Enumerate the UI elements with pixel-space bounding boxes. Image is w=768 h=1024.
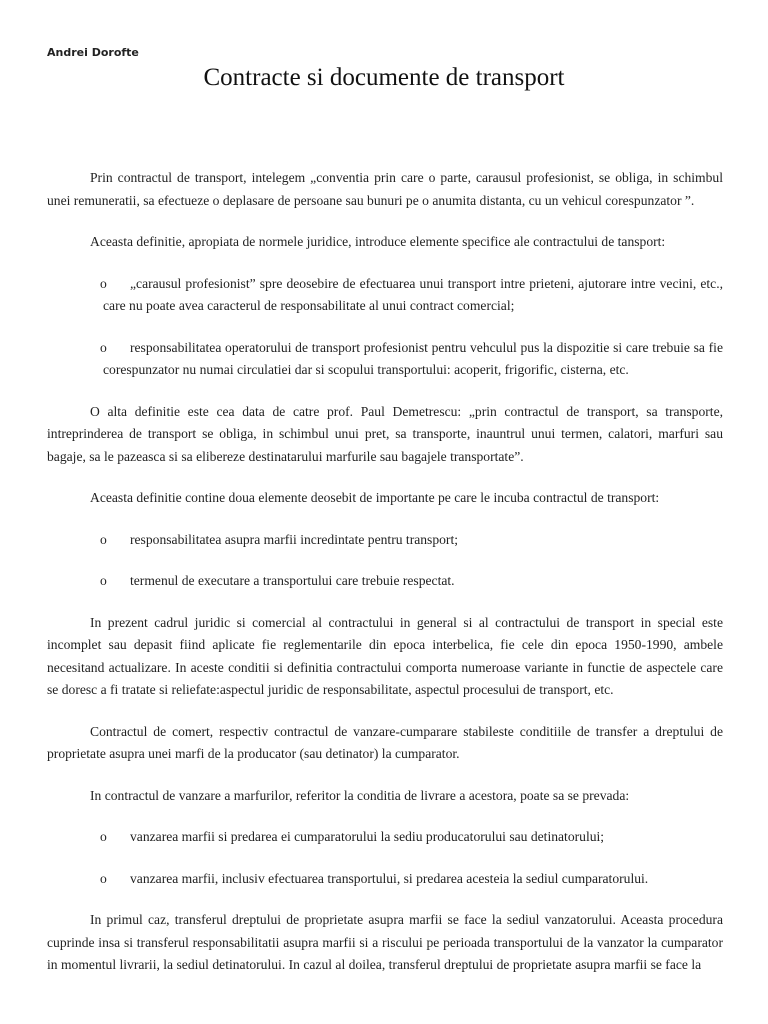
list-item-text: vanzarea marfii si predarea ei cumparatorului la sediu producatorului sau detinatorului; (130, 829, 605, 844)
list-item (47, 570, 723, 593)
bullet-marker: o (100, 531, 107, 547)
bullet-marker: o (100, 829, 107, 844)
paragraph: Prin contractul de transport, intelegem „conventia prin care o parte, carausul profesionist, se obliga, in schimbul unei remuneratii, sa efectueze o deplasare de persoane sau bunuri pe o anumita distanta, cu un vehicul corespunzator ”. (47, 170, 723, 208)
list-item (47, 337, 723, 382)
document-body (47, 167, 723, 996)
bullet-marker: o (100, 573, 107, 588)
paragraph: Contractul de comert, respectiv contractul de vanzare-cumparare stabileste conditiile de transfer a dreptului de proprietate asupra unei marfi de la producator (sau detinator) la cumparator. (47, 723, 723, 761)
paragraph: O alta definitie este cea data de catre prof. Paul Demetrescu: „prin contractul de transport, sa transporte, intreprinderea de transport se obliga, in schimbul unui pret, sa transporte, inauntrul unui termen, calatori, marfuri sau bagaje, sa le pazeasca si sa elibereze destinatarului marfurile sau bagajele transportate”. (47, 403, 723, 464)
bullet-marker: o (100, 339, 107, 355)
list-item (47, 826, 723, 849)
list-item (47, 529, 723, 552)
bullet-marker: o (100, 275, 107, 291)
paragraph: Aceasta definitie contine doua elemente deosebit de importante pe care le incuba contractul de transport: (90, 490, 660, 505)
bullet-marker: o (100, 870, 107, 886)
paragraph: In primul caz, transferul dreptului de proprietate asupra marfii se face la sediul vanzatorului. Aceasta procedura cuprinde insa si transferul responsabilitatii asupra marfii si a riscului pe perioada transportului de la vanzator la cumparator in momentul livrarii, la sediul detinatorului. In cazul al doilea, transferul dreptului de proprietate asupra marfii se face la (47, 912, 723, 972)
list-item-text: termenul de executare a transportului care trebuie respectat. (130, 573, 455, 588)
paragraph: In prezent cadrul juridic si comercial al contractului in general si al contractului de transport in special este incomplet sau depasit fiind aplicate fie reglementarile din epoca interbelica, fie cele din epoca 1950-1990, ambele necesitand actualizare. In aceste conditii si definitia contractului comporta numeroase variante in functie de aspectele care se doresc a fi tratate si reliefate:aspectul juridic de responsabilitate, aspectul procesului de transport, etc. (47, 614, 723, 697)
list-item (47, 273, 723, 318)
list-item-text: responsabilitatea asupra marfii incredintate pentru transport; (130, 531, 459, 547)
list-item-text: responsabilitatea operatorului de transport profesionist pentru vehculul pus la dispozitie si care trebuie sa fie corespunzator nu numai circulatiei dar si scopului transportului: acoperit, frigorific, cisterna, etc. (103, 339, 723, 377)
paragraph: In contractul de vanzare a marfurilor, referitor la conditia de livrare a acestora, poate sa se prevada: (90, 787, 630, 803)
paragraph: Aceasta definitie, apropiata de normele juridice, introduce elemente specifice ale contractului de tansport: (90, 234, 666, 249)
list-item-text: vanzarea marfii, inclusiv efectuarea transportului, si predarea acesteia la sediul cumparatorului. (130, 870, 649, 886)
list-item (47, 868, 723, 891)
list-item-text: „carausul profesionist” spre deosebire de efectuarea unui transport intre prieteni, ajutorare intre vecini, etc., care nu poate avea caracterul de responsabilitate al unui contract comercial; (103, 275, 723, 313)
author-name: Andrei Dorofte (47, 46, 139, 59)
document-title: Contracte si documente de transport (203, 64, 565, 91)
